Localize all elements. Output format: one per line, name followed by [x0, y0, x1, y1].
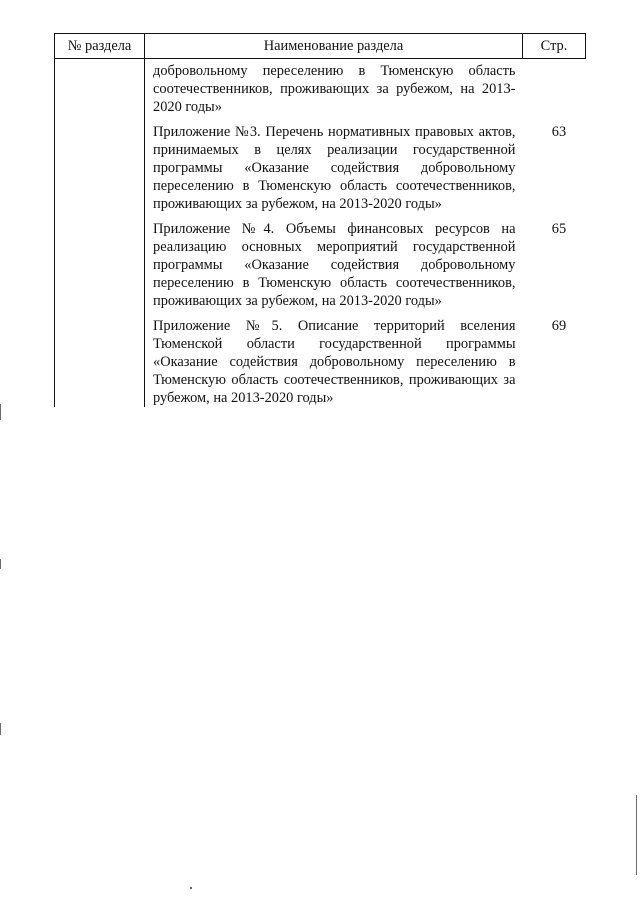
- section-name-header: Наименование раздела: [145, 34, 523, 59]
- scan-mark: [190, 887, 192, 889]
- table-of-contents: [54, 33, 586, 407]
- page-header: Стр.: [523, 34, 586, 59]
- section-name-cell: Приложение №3. Перечень нормативных правовых актов, принимаемых в целях реализации государственной программы «Оказание содействия добровольному переселению в Тюменскую область соотечественников, проживающих за рубежом, на 2013-2020 годы»: [145, 123, 523, 213]
- table-row: [55, 317, 586, 407]
- table-row: [55, 220, 586, 310]
- section-number-header: № раздела: [55, 34, 145, 59]
- section-name-cell: добровольному переселению в Тюменскую область соотечественников, проживающих за рубежом, на 2013-2020 годы»: [145, 59, 523, 117]
- section-number-cell: [55, 123, 145, 213]
- page-number-cell: 69: [551, 318, 567, 334]
- section-number-cell: [55, 59, 145, 117]
- table-row: [55, 123, 586, 213]
- scan-mark: [0, 559, 1, 569]
- scan-mark: [0, 723, 1, 735]
- row-spacer: [55, 213, 586, 220]
- scan-mark: [636, 795, 637, 875]
- section-name-cell: Приложение №4. Объемы финансовых ресурсов на реализацию основных мероприятий государственной программы «Оказание содействия добровольному переселению в Тюменскую область соотечественников, проживающих за рубежом, на 2013-2020 годы»: [145, 220, 523, 310]
- page-number-cell: [523, 59, 586, 117]
- page-number-cell: 63: [551, 124, 567, 140]
- page-number-cell: 65: [551, 221, 567, 237]
- row-spacer: [55, 116, 586, 123]
- scan-mark: [0, 404, 1, 420]
- row-spacer: [55, 310, 586, 317]
- section-number-cell: [55, 220, 145, 310]
- table-header-row: [55, 34, 586, 59]
- section-number-cell: [55, 317, 145, 407]
- section-name-cell: Приложение №5. Описание территорий вселения Тюменской области государственной программы «Оказание содействия добровольному переселению в Тюменскую область соотечественников, проживающих за рубежом, на 2013-2020 годы»: [145, 317, 523, 407]
- table-row: [55, 59, 586, 117]
